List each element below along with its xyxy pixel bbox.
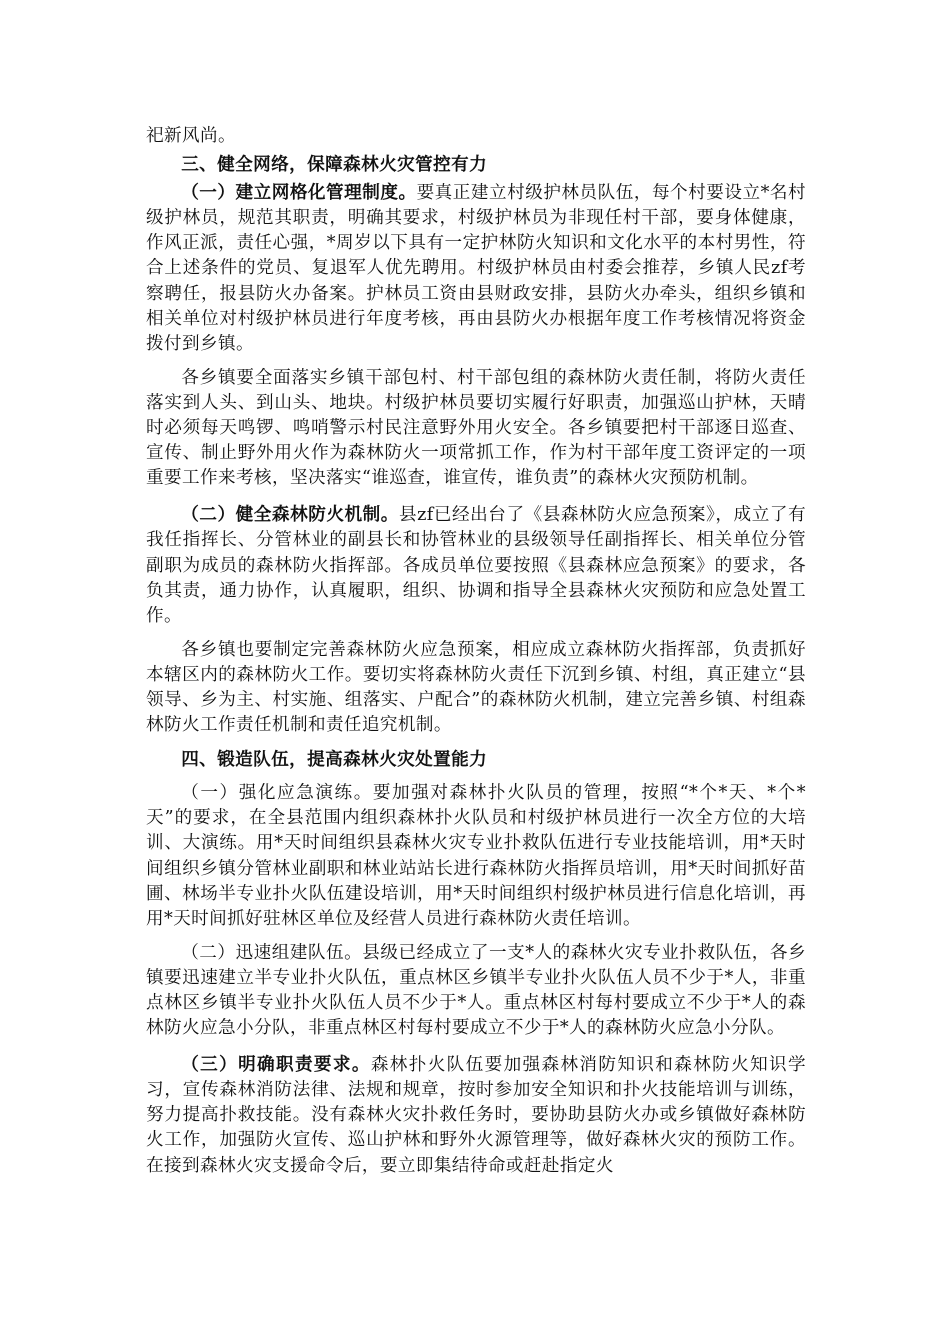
- paragraph-fire-mechanism: [146, 502, 806, 628]
- section-heading-3: 三、健全网络，保障森林火灾管控有力: [181, 154, 488, 176]
- paragraph-responsibility: 各乡镇要全面落实乡镇干部包村、村干部包组的森林防火责任制，将防火责任落实到人头、到山头、地块。村级护林员要切实履行好职责，加强巡山护林，天晴时必须每天鸣锣、鸣哨警示村民注意野外用火安全。各乡镇要把村干部逐日巡查、宣传、制止野外用火作为森林防火一项常抓工作，作为村干部年度工资评定的一项重要工作来考核，坚决落实“谁巡查，谁宣传，谁负责”的森林火灾预防机制。: [146, 367, 806, 489]
- document-page: [146, 124, 806, 1179]
- subheading-grid-management: （一）建立网格化管理制度。: [181, 182, 417, 204]
- paragraph-township-plan: 各乡镇也要制定完善森林防火应急预案，相应成立森林防火指挥部，负责抓好本辖区内的森林防火工作。要切实将森林防火责任下沉到乡镇、村组，真正建立“县领导、乡为主、村实施、组落实、户配合”的森林防火机制，建立完善乡镇、村组森林防火工作责任机制和责任追究机制。: [146, 639, 806, 736]
- subheading-fire-mechanism: （二）健全森林防火机制。: [181, 504, 399, 526]
- paragraph-duties: [146, 1052, 806, 1178]
- paragraph-grid-management: [146, 180, 806, 357]
- subheading-duties: （三）明确职责要求。: [181, 1054, 371, 1076]
- paragraph-fire-mechanism-body: 县zf已经出台了《县森林防火应急预案》，成立了有我任指挥长、分管林业的副县长和协管林业的县级领导任副指挥长、相关单位分管副职为成员的森林防火指挥部。各成员单位要按照《县森林应急预案》的要求，各负其责，通力协作，认真履职，组织、协调和指导全县森林火灾预防和应急处置工作。: [146, 505, 806, 626]
- paragraph-build-teams: （二）迅速组建队伍。县级已经成立了一支*人的森林火灾专业扑救队伍，各乡镇要迅速建立半专业扑火队伍，重点林区乡镇半专业扑火队伍人员不少于*人，非重点林区乡镇半专业扑火队伍人员不少于*人。重点林区村每村要成立不少于*人的森林防火应急小分队，非重点林区村每村要成立不少于*人的森林防火应急小分队。: [146, 942, 806, 1039]
- section-heading-4: 四、锻造队伍，提高森林火灾处置能力: [181, 749, 488, 771]
- paragraph-continuation: 祀新风尚。: [146, 126, 236, 146]
- paragraph-drills: （一）强化应急演练。要加强对森林扑火队员的管理，按照“*个*天、*个*天”的要求，在全县范围内组织森林扑火队员和村级护林员进行一次全方位的大培训、大演练。用*天时间组织县森林火灾专业扑救队伍进行专业技能培训，用*天时间组织乡镇分管林业副职和林业站站长进行森林防火指挥员培训，用*天时间抓好苗圃、林场半专业扑火队伍建设培训，用*天时间组织村级护林员进行信息化培训，再用*天时间抓好驻林区单位及经营人员进行森林防火责任培训。: [146, 783, 806, 929]
- paragraph-duties-body: 森林扑火队伍要加强森林消防知识和森林防火知识学习，宣传森林消防法律、法规和规章，按时参加安全知识和扑火技能培训与训练，努力提高扑救技能。没有森林火灾扑救任务时，要协助县防火办或乡镇做好森林防火工作，加强防火宣传、巡山护林和野外火源管理等，做好森林火灾的预防工作。在接到森林火灾支援命令后，要立即集结待命或赶赴指定火: [146, 1055, 806, 1176]
- paragraph-grid-management-body: 要真正建立村级护林员队伍，每个村要设立*名村级护林员，规范其职责，明确其要求，村级护林员为非现任村干部，要身体健康，作风正派，责任心强，*周岁以下具有一定护林防火知识和文化水平的本村男性，符合上述条件的党员、复退军人优先聘用。村级护林员由村委会推荐，乡镇人民zf考察聘任，报县防火办备案。护林员工资由县财政安排，县防火办牵头，组织乡镇和相关单位对村级护林员进行年度考核，再由县防火办根据年度工作考核情况将资金拨付到乡镇。: [146, 183, 807, 354]
